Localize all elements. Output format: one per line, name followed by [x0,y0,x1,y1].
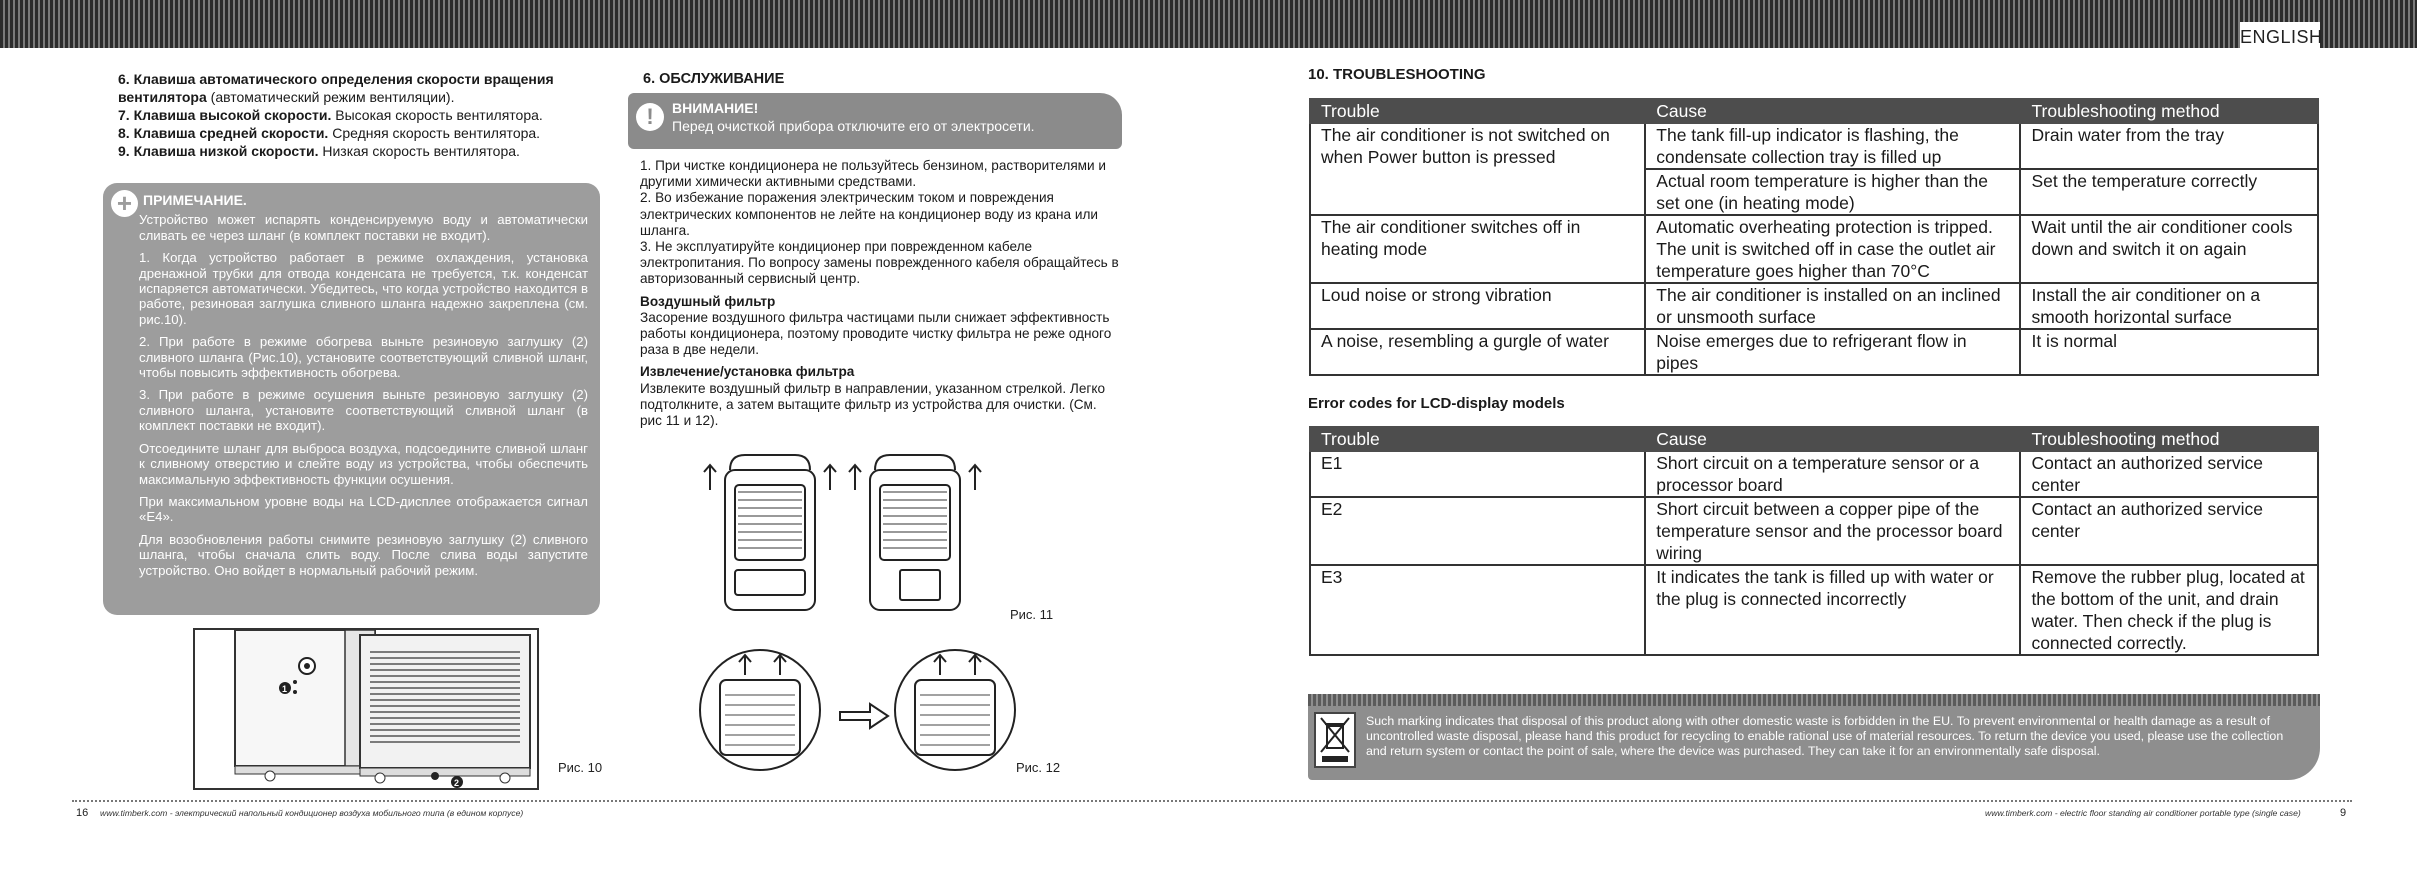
key-item-8: 8. Клавиша средней скорости. Средняя скорость вентилятора. [118,125,541,141]
note-paragraph: Для возобновления работы снимите резиновую заглушку (2) сливного шланга, чтобы сначала слить воду. После слива воды запустите устройство. Оно войдет в нормальный рабочий режим. [139,531,588,578]
table-cell: Actual room temperature is higher than the set one (in heating mode) [1645,169,2020,215]
table-cell: The tank fill-up indicator is flashing, the condensate collection tray is filled up [1645,123,2020,169]
figure-11-drawing [700,450,1040,630]
error-codes-table [1309,426,2319,656]
table-cell: The air conditioner switches off in heating mode [1310,215,1645,283]
exclamation-icon: ! [636,103,664,131]
table-row [1310,565,2318,655]
table-header-row [1310,427,2318,451]
disposal-text: Such marking indicates that disposal of this product along with other domestic waste is forbidden in the EU. To prevent environmental or health damage as a result of uncontrolled waste disposal, please hand this product for recycling to enable rational use of material resources. To return the device you used, please use the collection and return system or contact the point of sale, where the device was purchased. They can take it for an environmentally safe disposal. [1366,714,2284,758]
note-paragraph: 3. При работе в режиме осушения выньте резиновую заглушку (2) сливного шланга, установите соответствующий сливной шланг (в комплект поставки не входит). [139,387,588,434]
figure-10-marker-2: 2 [454,778,460,788]
right-page-footer: www.timberk.com - electric floor standing air conditioner portable type (single case) [1985,808,2301,818]
table-row [1310,451,2318,497]
table-cell [1310,169,1645,215]
note-paragraph: При максимальном уровне воды на LCD-дисплее отображается сигнал «E4». [139,493,588,525]
table-cell: Loud noise or strong vibration [1310,283,1645,329]
figure-10-drawing [195,630,537,788]
note-box [103,183,600,615]
column-header: Cause [1645,427,2020,451]
table-cell: E2 [1310,497,1645,565]
filter-remove-title: Извлечение/установка фильтра [640,364,855,380]
table-row [1310,215,2318,283]
figure-10 [193,628,539,790]
key-item-6: 6. Клавиша автоматического определения скорости вращения вентилятора (автоматический режим вентиляции). [118,71,554,105]
left-page-footer: www.timberk.com - электрический напольный кондиционер воздуха мобильного типа (в едином корпусе) [100,808,524,818]
figure-11 [700,450,1040,630]
language-tab: ENGLISH [2240,22,2320,52]
note-paragraph: 1. Когда устройство работает в режиме охлаждения, установка дренажной трубки для отвода конденсата не требуется, т.к. конденсат испаряется автоматически. Убедитесь, что когда устройство находится в работе, резиновая заглушка сливного шланга надежно закреплена (см. рис.10). [139,250,588,327]
table-cell: The air conditioner is installed on an inclined or unsmooth surface [1645,283,2020,329]
column-header: Troubleshooting method [2020,427,2318,451]
key-item-9: 9. Клавиша низкой скорости. Низкая скорость вентилятора. [118,143,520,159]
table-cell: Noise emerges due to refrigerant flow in pipes [1645,329,2020,375]
note-title: ПРИМЕЧАНИЕ. [143,192,247,208]
warning-box [628,93,1122,149]
error-codes-title: Error codes for LCD-display models [1308,395,1565,412]
disposal-notice [1308,694,2320,780]
figure-10-marker-1: 1 [282,684,288,694]
note-paragraph: Устройство может испарять конденсируемую воду и автоматически сливать ее через шланг (в комплект поставки не входит). [139,212,588,243]
footer-divider [72,800,2352,802]
figure-12-label: Рис. 12 [1016,760,1061,775]
table-cell: A noise, resembling a gurgle of water [1310,329,1645,375]
troubleshooting-table [1309,98,2319,376]
table-cell: Short circuit between a copper pipe of the temperature sensor and the processor board wiring [1645,497,2020,565]
keys-list [118,70,600,160]
column-header: Trouble [1310,427,1645,451]
table-cell: Wait until the air conditioner cools down and switch it on again [2020,215,2318,283]
table-cell: It indicates the tank is filled up with water or the plug is connected incorrectly [1645,565,2020,655]
warning-title: ВНИМАНИЕ! [672,100,759,116]
service-title: 6. ОБСЛУЖИВАНИЕ [643,71,785,87]
figure-11-label: Рис. 11 [1010,607,1054,622]
table-cell: Automatic overheating protection is tripped. The unit is switched off in case the outlet air temperature goes higher than 70°C [1645,215,2020,283]
column-header: Troubleshooting method [2020,99,2318,123]
table-cell: It is normal [2020,329,2318,375]
table-cell: Contact an authorized service center [2020,497,2318,565]
top-stripe-bar [0,0,2417,48]
right-page-number: 9 [2340,807,2347,819]
table-cell: Set the temperature correctly [2020,169,2318,215]
filter-text: Засорение воздушного фильтра частицами пыли снижает эффективность работы кондиционера, поэтому проводите чистку фильтра не реже одного раза в две недели. [640,309,1112,358]
table-row [1310,497,2318,565]
table-row [1310,169,2318,215]
filter-title: Воздушный фильтр [640,293,776,309]
table-cell: Contact an authorized service center [2020,451,2318,497]
table-row [1310,123,2318,169]
table-cell: Install the air conditioner on a smooth horizontal surface [2020,283,2318,329]
table-row [1310,283,2318,329]
table-row [1310,329,2318,375]
table-header-row [1310,99,2318,123]
warning-text: Перед очисткой прибора отключите его от электросети. [672,118,1035,134]
key-item-7: 7. Клавиша высокой скорости. Высокая скорость вентилятора. [118,107,543,123]
service-text [640,158,1122,429]
table-cell: Short circuit on a temperature sensor or a processor board [1645,451,2020,497]
figure-12-drawing [690,640,1020,780]
service-item: 3. Не эксплуатируйте кондиционер при поврежденном кабеле электропитания. По вопросу замены поврежденного кабеля обращайтесь в авторизованный сервисный центр. [640,239,1119,287]
left-page-number: 16 [76,807,89,819]
filter-remove-text: Извлеките воздушный фильтр в направлении, указанном стрелкой. Легко подтолкните, а затем вытащите фильтр из устройства для очистки. (См. рис 11 и 12). [640,380,1106,429]
crossed-bin-icon [1314,712,1356,768]
service-item: 2. Во избежание поражения электрическим током и повреждения электрических компонентов не лейте на кондиционер воду из крана или шланга. [640,190,1098,238]
figure-10-label: Рис. 10 [558,760,603,775]
column-header: Cause [1645,99,2020,123]
note-paragraph: 2. При работе в режиме обогрева выньте резиновую заглушку (2) сливного шланга (Рис.10), установите соответствующий сливной шланг, чтобы повысить эффективность обогрева. [139,334,588,381]
plus-icon: + [111,190,138,217]
column-header: Trouble [1310,99,1645,123]
table-cell: E3 [1310,565,1645,655]
service-item: 1. При чистке кондиционера не пользуйтесь бензином, растворителями и другими химически активными средствами. [640,158,1106,190]
figure-12 [690,640,1020,780]
troubleshooting-title: 10. TROUBLESHOOTING [1308,66,1486,83]
table-cell: Drain water from the tray [2020,123,2318,169]
table-cell: Remove the rubber plug, located at the bottom of the unit, and drain water. Then check if the plug is connected correctly. [2020,565,2318,655]
note-paragraph: Отсоедините шланг для выброса воздуха, подсоедините сливной шланг к сливному отверстию и слейте воду из устройства, чтобы обеспечить максимальную эффективность функции осушения. [139,440,588,487]
table-cell: The air conditioner is not switched on when Power button is pressed [1310,123,1645,169]
table-cell: E1 [1310,451,1645,497]
